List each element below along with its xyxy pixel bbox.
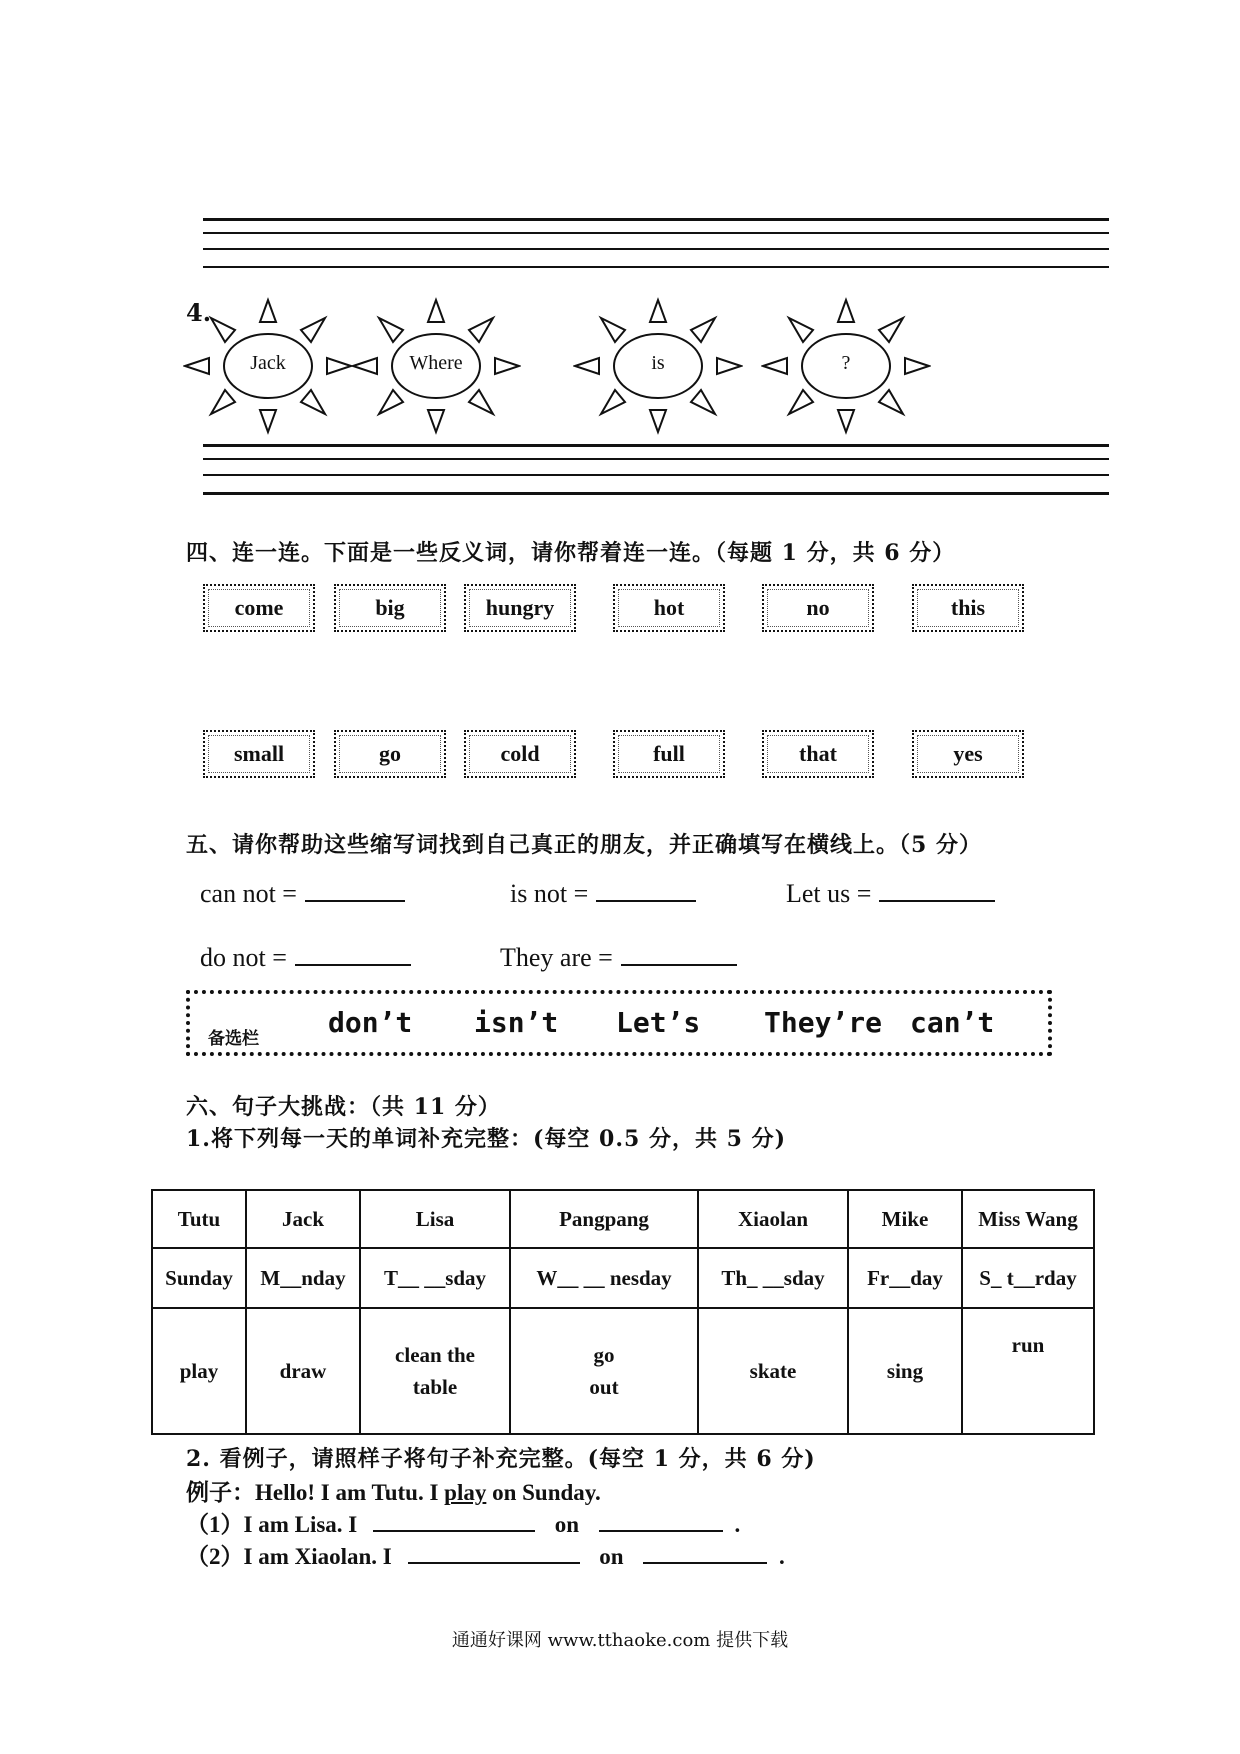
table-cell[interactable]: T__ __sday [360, 1248, 510, 1308]
table-cell: run [962, 1308, 1094, 1434]
answer-blank[interactable] [373, 1506, 535, 1532]
subsection-title: 1.将下列每一天的单词补充完整：(每空 0.5 分，共 5 分) [186, 1126, 787, 1152]
period: . [779, 1544, 785, 1569]
word-box[interactable]: no [762, 584, 874, 632]
word-box[interactable]: come [203, 584, 315, 632]
answer-line [203, 232, 1109, 234]
word-box[interactable]: cold [464, 730, 576, 778]
answer-line [203, 266, 1109, 268]
exercise-line-2 [186, 1538, 785, 1571]
exercise-line-1 [186, 1506, 740, 1539]
sun-shape [351, 296, 521, 436]
sun-word: Jack [250, 352, 286, 374]
section-title: 六、句子大挑战：（共 11 分） [186, 1094, 501, 1120]
fill-label: They are = [500, 943, 613, 972]
answer-blank[interactable] [643, 1538, 767, 1564]
choice-word: can’t [910, 1006, 995, 1039]
table-cell: skate [698, 1308, 848, 1434]
example-sentence [186, 1474, 601, 1507]
word-box[interactable]: yes [912, 730, 1024, 778]
period: . [734, 1512, 741, 1537]
answer-blank[interactable] [305, 876, 405, 902]
sun-word: Where [409, 352, 463, 374]
table-cell: sing [848, 1308, 962, 1434]
word-box[interactable]: this [912, 584, 1024, 632]
answer-line [203, 492, 1109, 495]
table-cell: play [152, 1308, 246, 1434]
table-cell: clean the table [360, 1308, 510, 1434]
choice-word: Let’s [616, 1006, 701, 1039]
table-row-days [152, 1248, 1094, 1308]
sun-word: ? [841, 352, 851, 374]
table-cell: Miss Wang [962, 1190, 1094, 1248]
table-cell: draw [246, 1308, 360, 1434]
answer-blank[interactable] [879, 876, 995, 902]
answer-blank[interactable] [596, 876, 696, 902]
section-title: 四、连一连。下面是一些反义词，请你帮着连一连。（每题 1 分，共 6 分） [186, 540, 956, 566]
fill-item [200, 940, 411, 973]
example-verb: play [444, 1480, 487, 1505]
word-box[interactable]: hot [613, 584, 725, 632]
word-box[interactable]: that [762, 730, 874, 778]
table-cell: Mike [848, 1190, 962, 1248]
table-cell[interactable]: M__nday [246, 1248, 360, 1308]
table-cell: Lisa [360, 1190, 510, 1248]
table-row-activities [152, 1308, 1094, 1434]
sun-shape [183, 296, 353, 436]
on-word: on [554, 1512, 580, 1537]
fill-item [510, 876, 696, 909]
line-start: （2）I am Xiaolan. I [186, 1544, 392, 1569]
section-title: 五、请你帮助这些缩写词找到自己真正的朋友，并正确填写在横线上。（5 分） [186, 832, 982, 858]
table-cell: Sunday [152, 1248, 246, 1308]
on-word: on [599, 1544, 624, 1569]
table-cell[interactable]: Th_ __sday [698, 1248, 848, 1308]
table-cell: Xiaolan [698, 1190, 848, 1248]
word-box[interactable]: small [203, 730, 315, 778]
answer-blank[interactable] [621, 940, 737, 966]
table-cell: Tutu [152, 1190, 246, 1248]
answer-line [203, 444, 1109, 447]
table-cell[interactable]: S_ t__rday [962, 1248, 1094, 1308]
line-start: （1）I am Lisa. I [186, 1512, 358, 1537]
choice-label: 备选栏 [208, 1029, 259, 1049]
answer-line [203, 218, 1109, 221]
table-cell: Pangpang [510, 1190, 698, 1248]
word-box[interactable]: hungry [464, 584, 576, 632]
sun-word: is [651, 352, 665, 374]
answer-line [203, 474, 1109, 476]
answer-blank[interactable] [408, 1538, 580, 1564]
table-cell[interactable]: Fr__day [848, 1248, 962, 1308]
word-box[interactable]: big [334, 584, 446, 632]
answer-line [203, 458, 1109, 460]
table-cell: go out [510, 1308, 698, 1434]
table-cell[interactable]: W__ __ nesday [510, 1248, 698, 1308]
fill-item [500, 940, 737, 973]
fill-item [200, 876, 405, 909]
fill-label: is not = [510, 879, 589, 908]
fill-label: can not = [200, 879, 297, 908]
choice-word: don’t [328, 1006, 413, 1039]
example-suffix: on Sunday. [486, 1480, 601, 1505]
answer-blank[interactable] [295, 940, 411, 966]
footer-text: 通通好课网 www.tthaoke.com 提供下载 [451, 1630, 789, 1651]
answer-line [203, 248, 1109, 250]
subsection-title: 2. 看例子，请照样子将句子补充完整。(每空 1 分，共 6 分) [186, 1446, 816, 1472]
sun-shape [761, 296, 931, 436]
choice-box [186, 990, 1052, 1056]
word-box[interactable]: full [613, 730, 725, 778]
fill-label: do not = [200, 943, 287, 972]
sun-shape [573, 296, 743, 436]
example-prefix: 例子：Hello! I am Tutu. I [186, 1480, 445, 1505]
fill-label: Let us = [786, 879, 872, 908]
choice-word: isn’t [474, 1006, 559, 1039]
fill-item [786, 876, 995, 909]
days-table [151, 1189, 1095, 1435]
table-cell: Jack [246, 1190, 360, 1248]
question-number: 4. [186, 298, 212, 327]
word-box[interactable]: go [334, 730, 446, 778]
table-row-names [152, 1190, 1094, 1248]
answer-blank[interactable] [599, 1506, 723, 1532]
choice-word: They’re [764, 1006, 883, 1039]
